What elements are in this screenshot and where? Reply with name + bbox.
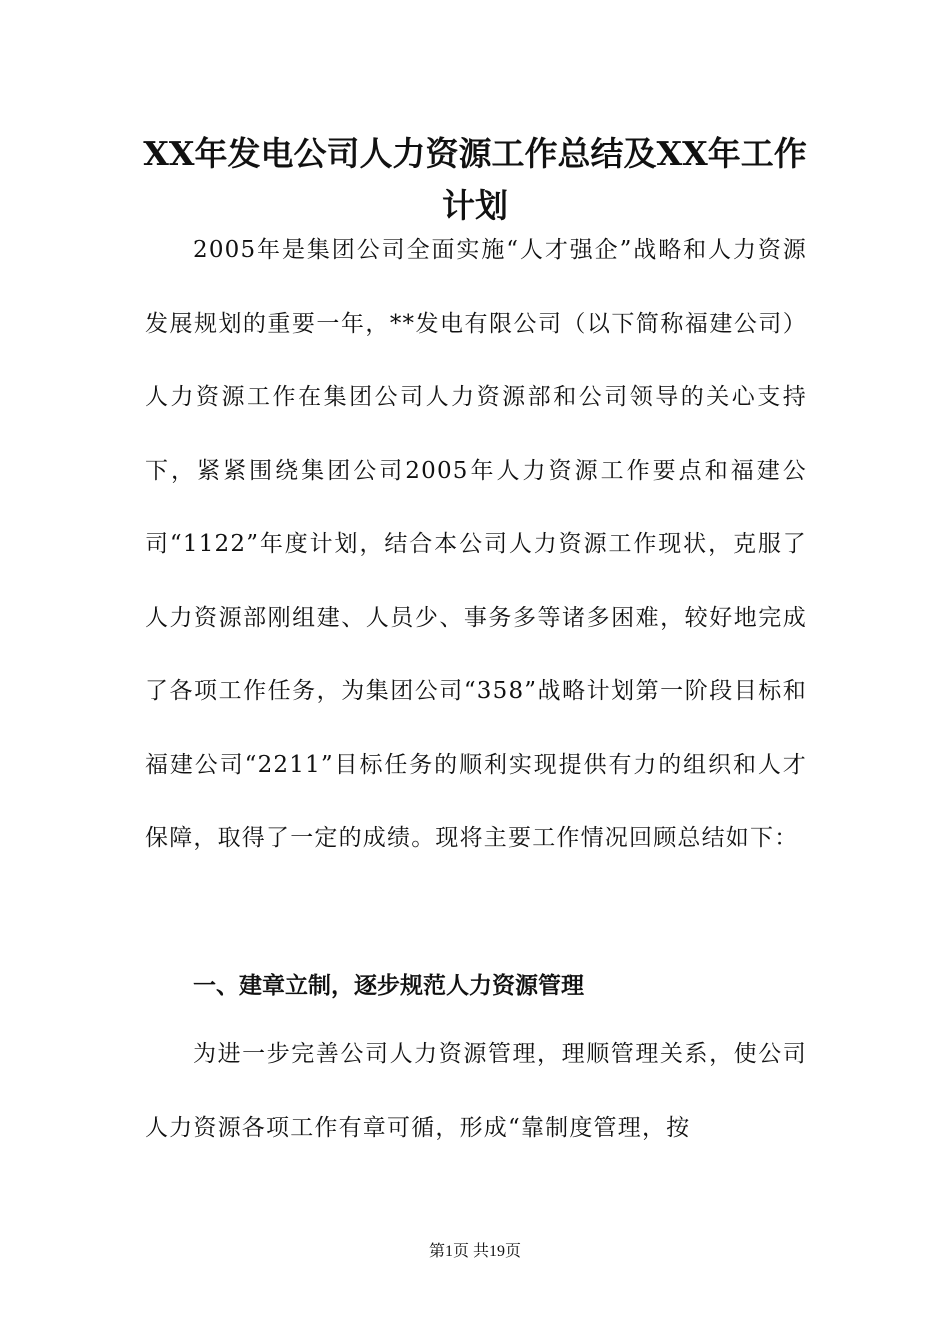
section-paragraph: 为进一步完善公司人力资源管理，理顺管理关系，使公司人力资源各项工作有章可循，形成“靠制度管理，按 — [145, 1041, 807, 1141]
intro-paragraph: 2005年是集团公司全面实施“人才强企”战略和人力资源发展规划的重要一年，**发电有限公司（以下简称福建公司）人力资源工作在集团公司人力资源部和公司领导的关心支持下，紧紧围绕集团公司2005年人力资源工作要点和福建公司“1122”年度计划，结合本公司人力资源工作现状，克服了人力资源部刚组建、人员少、事务多等诸多困难，较好地完成了各项工作任务，为集团公司“358”战略计划第一阶段目标和福建公司“2211”目标任务的顺利实现提供有力的组织和人才保障，取得了一定的成绩。现将主要工作情况回顾总结如下： — [145, 237, 807, 851]
page-footer: 第1页 共19页 — [428, 1243, 521, 1260]
section-heading: 一、建章立制，逐步规范人力资源管理 — [193, 973, 584, 999]
document-title: XX年发电公司人力资源工作总结及XX年工作计划 — [143, 134, 807, 225]
